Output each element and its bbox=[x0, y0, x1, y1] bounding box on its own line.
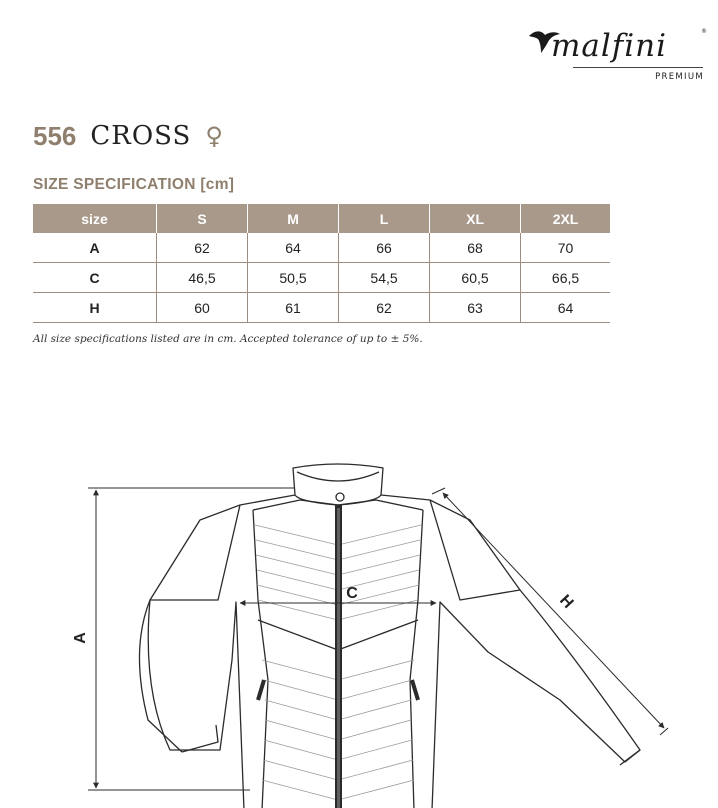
column-header: XL bbox=[430, 204, 521, 233]
label-h: H bbox=[556, 591, 577, 612]
brand-wordmark: malfini bbox=[551, 28, 668, 64]
panel-top-right bbox=[338, 500, 423, 510]
collar-fold bbox=[297, 472, 379, 481]
table-row bbox=[33, 233, 610, 263]
measure-h bbox=[432, 488, 668, 735]
column-header: S bbox=[157, 204, 248, 233]
table-cell: 46,5 bbox=[157, 263, 248, 293]
left-shoulder bbox=[150, 505, 240, 600]
column-header: size bbox=[33, 204, 157, 233]
table-row bbox=[33, 263, 610, 293]
column-header: L bbox=[339, 204, 430, 233]
right-cuff bbox=[620, 750, 640, 765]
registered-mark: ® bbox=[701, 28, 707, 35]
jacket-outline bbox=[139, 464, 640, 808]
row-label: H bbox=[33, 293, 157, 323]
left-cuff bbox=[182, 725, 218, 752]
collar bbox=[293, 464, 383, 505]
table-cell: 50,5 bbox=[248, 263, 339, 293]
panel-right-edge bbox=[410, 510, 423, 808]
logo-divider bbox=[573, 67, 703, 68]
female-icon: ♀ bbox=[205, 122, 223, 150]
jacket-diagram bbox=[0, 440, 718, 808]
product-name: CROSS bbox=[90, 121, 192, 151]
left-sleeve bbox=[139, 600, 182, 752]
label-c: C bbox=[346, 585, 358, 602]
column-header: 2XL bbox=[521, 204, 610, 233]
table-cell: 64 bbox=[248, 233, 339, 263]
table-cell: 66 bbox=[339, 233, 430, 263]
table-cell: 68 bbox=[430, 233, 521, 263]
brand-logo bbox=[525, 22, 710, 86]
panel-left-edge bbox=[253, 510, 268, 808]
right-pocket bbox=[412, 680, 418, 700]
collar-snap bbox=[336, 493, 344, 501]
right-side bbox=[381, 495, 640, 808]
label-a: A bbox=[72, 632, 89, 644]
table-cell: 64 bbox=[521, 293, 610, 323]
table-cell: 60 bbox=[157, 293, 248, 323]
left-pocket bbox=[258, 680, 264, 700]
table-cell: 61 bbox=[248, 293, 339, 323]
panel-top-left bbox=[253, 500, 338, 510]
brand-tagline: PREMIUM bbox=[655, 72, 704, 82]
size-table bbox=[33, 204, 610, 323]
size-spec-heading: SIZE SPECIFICATION [cm] bbox=[33, 176, 235, 193]
tolerance-note: All size specifications listed are in cm. Accepted tolerance of up to ± 5%. bbox=[33, 333, 423, 345]
row-label: A bbox=[33, 233, 157, 263]
product-code: 556 bbox=[33, 120, 77, 151]
table-header-row bbox=[33, 204, 610, 233]
table-cell: 54,5 bbox=[339, 263, 430, 293]
table-cell: 66,5 bbox=[521, 263, 610, 293]
product-title bbox=[33, 118, 223, 154]
zipper-teeth bbox=[337, 508, 340, 808]
table-cell: 62 bbox=[157, 233, 248, 263]
table-cell: 63 bbox=[430, 293, 521, 323]
table-row bbox=[33, 293, 610, 323]
left-side bbox=[148, 495, 295, 808]
table-cell: 62 bbox=[339, 293, 430, 323]
row-label: C bbox=[33, 263, 157, 293]
column-header: M bbox=[248, 204, 339, 233]
table-cell: 70 bbox=[521, 233, 610, 263]
table-cell: 60,5 bbox=[430, 263, 521, 293]
